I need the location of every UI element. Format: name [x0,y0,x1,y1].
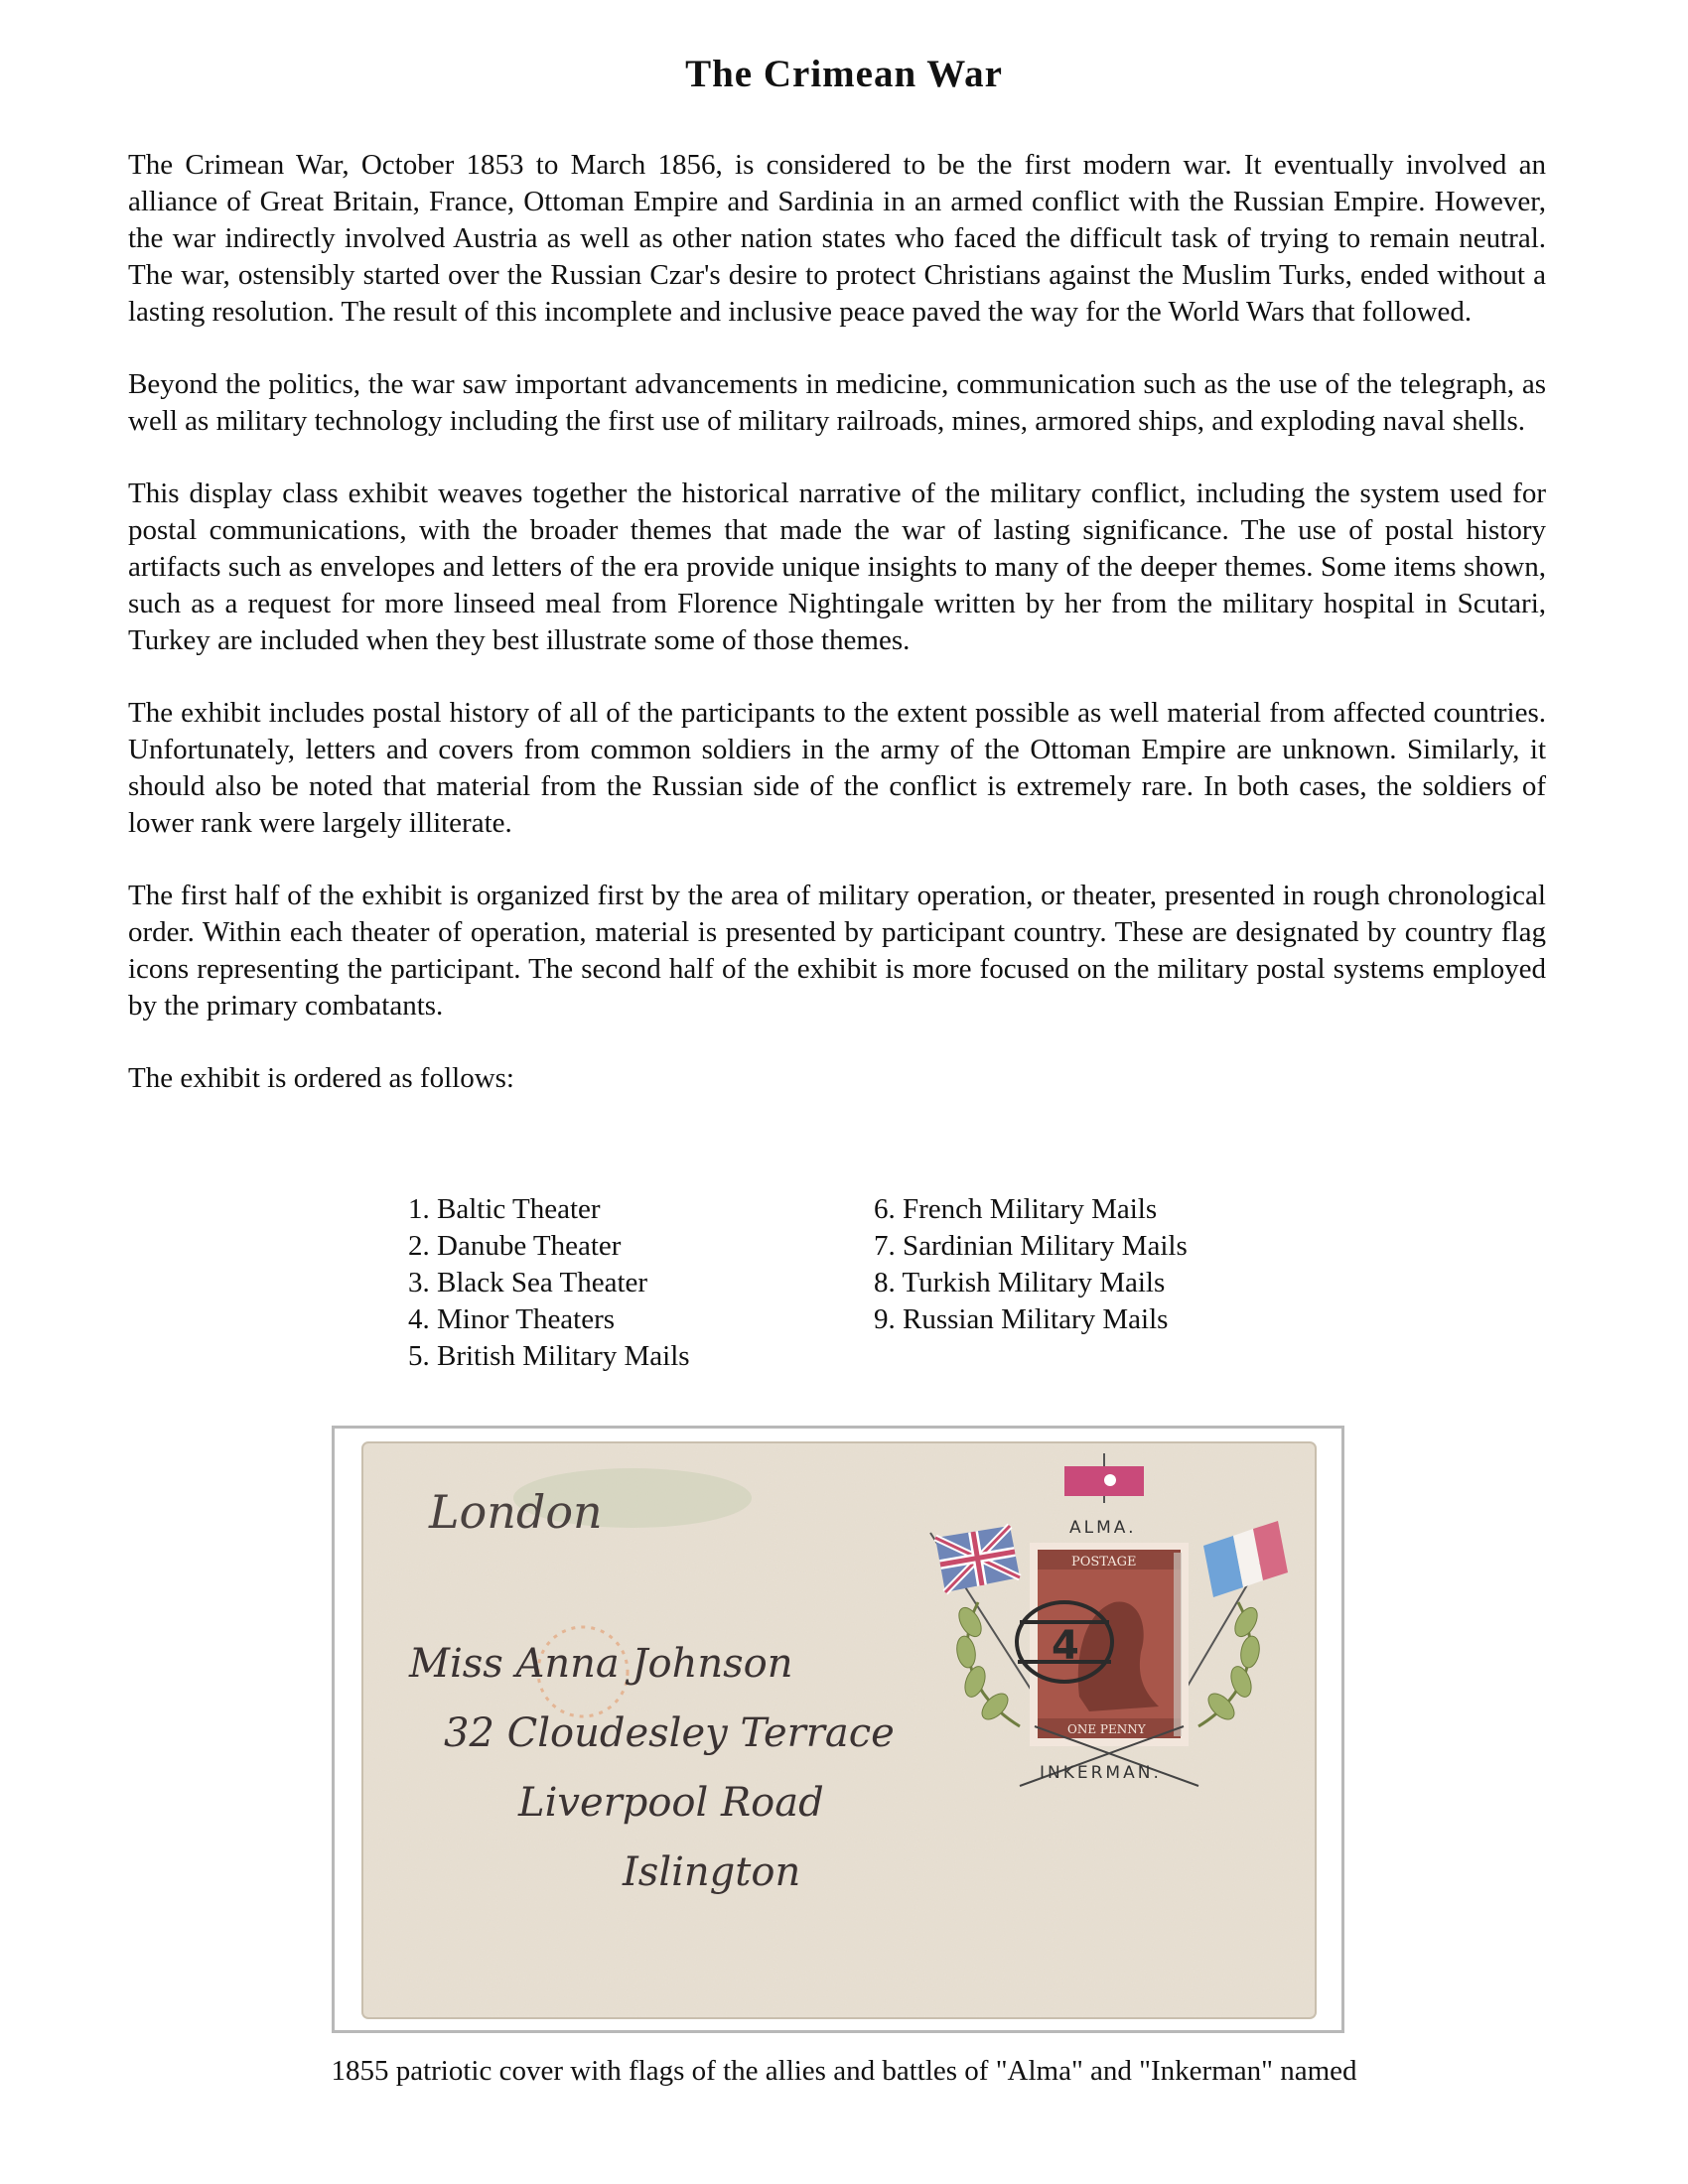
paragraph: The Crimean War, October 1853 to March 1856, is considered to be the first modern war. It eventually involved an alliance of Great Britain, France, Ottoman Empire and Sardinia in an armed conflict with the Russian Empire. However, the war indirectly involved Austria as well as other nation states who faced the difficult task of trying to remain neutral. The war, ostensibly started over the Russian Czar's desire to protect Christians against the Muslim Turks, ended without a lasting resolution. The result of this incomplete and inclusive peace paved the way for the World Wars that followed. [128,149,1546,328]
address-line: Islington [623,1849,801,1895]
paragraph: Beyond the politics, the war saw important advancements in medicine, communication such as the use of the telegraph, as well as military technology including the first use of military railroads, mines, armored ships, and exploding naval shells. [128,368,1546,437]
page-title: The Crimean War [685,53,1003,95]
stamp-one-penny: ONE PENNY [1067,1722,1146,1736]
postmark-number: 4 [1052,1623,1079,1669]
body-text [128,147,1546,1097]
address-line: 32 Cloudesley Terrace [444,1710,895,1756]
exhibit-order-list-left [408,1191,690,1375]
cover-image-frame [332,1426,1344,2033]
exhibit-order-list-right [874,1191,1188,1338]
list-item: 5. British Military Mails [408,1340,690,1372]
list-item: 1. Baltic Theater [408,1193,601,1225]
list-item: 4. Minor Theaters [408,1303,616,1335]
order-intro: The exhibit is ordered as follows: [128,1062,514,1094]
handwriting-london: London [429,1485,603,1539]
paragraph: This display class exhibit weaves together the historical narrative of the military conflict, including the system used for postal communications, with the broader themes that made the war of lasting significance. The use of postal history artifacts such as envelopes and letters of the era provide unique insights to many of the deeper themes. Some items shown, such as a request for more linseed meal from Florence Nightingale written by her from the military hospital in Scutari, Turkey are included when they best illustrate some of those themes. [128,478,1546,656]
list-item: 2. Danube Theater [408,1230,622,1262]
address-line: Miss Anna Johnson [409,1641,793,1687]
list-item: 3. Black Sea Theater [408,1267,648,1298]
turkish-flag-icon [1064,1466,1144,1496]
stamp-postage: POSTAGE [1071,1555,1137,1570]
list-item: 6. French Military Mails [874,1193,1158,1225]
list-item: 8. Turkish Military Mails [874,1267,1166,1298]
list-item: 9. Russian Military Mails [874,1303,1169,1335]
address-line: Liverpool Road [518,1780,824,1826]
patriotic-cover-image [335,1429,1341,2030]
battle-inkerman: INKERMAN. [1040,1763,1162,1783]
paragraph: The first half of the exhibit is organized first by the area of military operation, or theater, presented in rough chronological order. Within each theater of operation, material is presented by participant country. These are designated by country flag icons representing the participant. The second half of the exhibit is more focused on the military postal systems employed by the primary combatants. [128,880,1546,1022]
image-caption: 1855 patriotic cover with flags of the allies and battles of "Alma" and "Inkerman" named [331,2055,1357,2087]
paragraph: The exhibit includes postal history of all of the participants to the extent possible as well material from affected countries. Unfortunately, letters and covers from common soldiers in the army of the Ottoman Empire are unknown. Similarly, it should also be noted that material from the Russian side of the conflict is extremely rare. In both cases, the soldiers of lower rank were largely illiterate. [128,697,1546,839]
battle-alma: ALMA. [1069,1518,1137,1538]
list-item: 7. Sardinian Military Mails [874,1230,1188,1262]
